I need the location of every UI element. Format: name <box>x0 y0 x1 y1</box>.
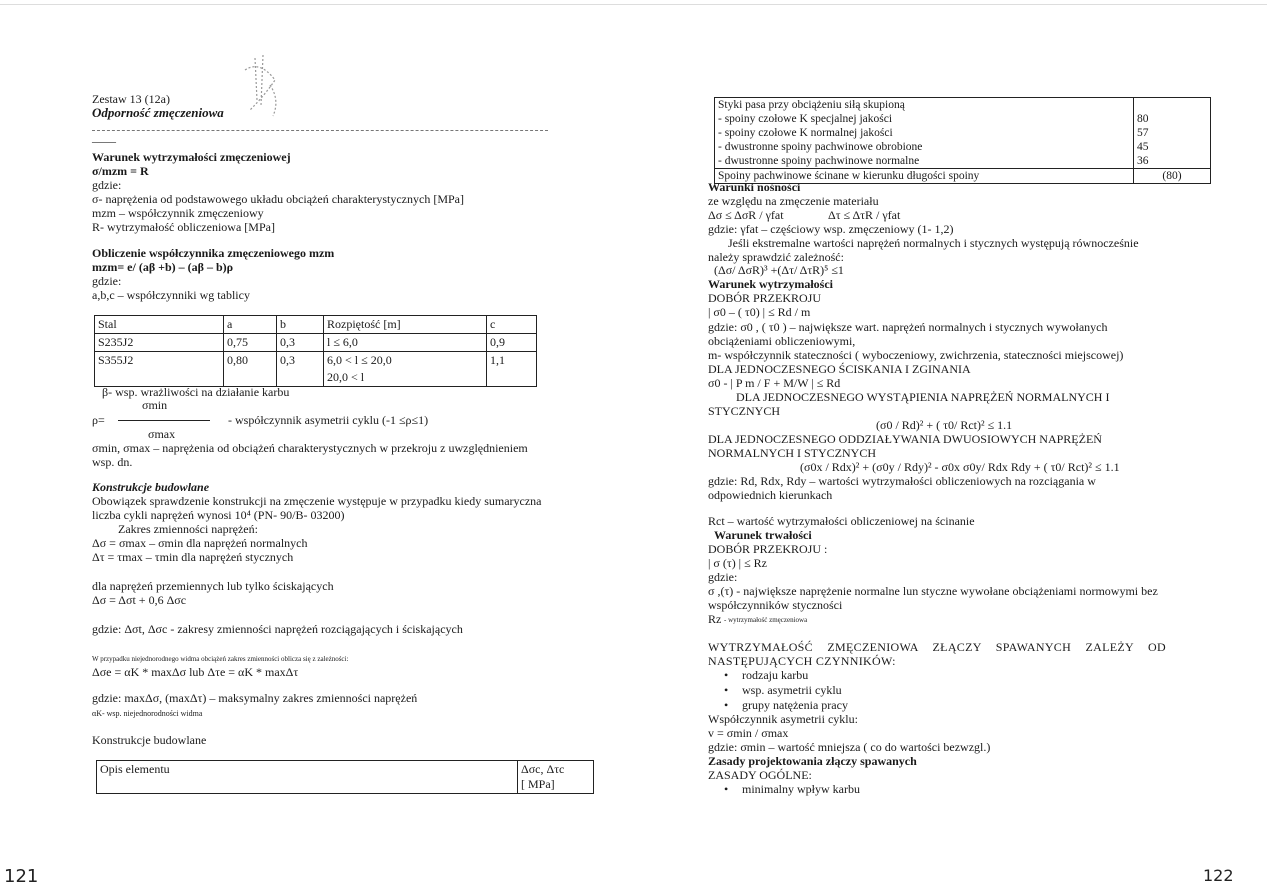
abc-def: a,b,c – współczynniki wg tablicy <box>92 288 250 302</box>
fraction-bar <box>118 420 210 421</box>
table-cell: c <box>487 316 537 334</box>
combined-formula: (Δσ/ ΔσR)³ +(Δτ/ ΔτR)⁵ ≤1 <box>714 263 844 277</box>
table-cell: 0,3 <box>277 334 324 352</box>
table-cell: 0,75 <box>224 334 277 352</box>
asym-text: Współczynnik asymetrii cyklu: <box>708 712 858 726</box>
zakres-text: Zakres zmienności naprężeń: <box>118 522 258 536</box>
przemienne-formula: Δσ = Δσt + 0,6 Δσc <box>92 593 187 607</box>
table-cell: Rozpiętość [m] <box>324 316 487 334</box>
table-cell: 6,0 < l ≤ 20,0 <box>324 352 487 370</box>
wytrz-title: Warunek wytrzymałości <box>708 277 833 291</box>
cond-sigma: Δσ ≤ ΔσR / γfat <box>708 208 784 222</box>
gdzie-2: gdzie: <box>92 274 122 288</box>
stamp-scribble <box>215 50 295 125</box>
table-row <box>95 352 537 370</box>
scisk-formula: σ0 - | P m / F + M/W | ≤ Rd <box>708 376 841 390</box>
gdzie-zakresy: gdzie: Δσt, Δσc - zakresy zmienności naprężeń rozciągających i ściskających <box>92 622 463 636</box>
cond-tau: Δτ ≤ ΔτR / γfat <box>828 208 901 222</box>
factor-text: • rodzaju karbu <box>742 668 808 682</box>
rz-label: Rz <box>708 612 722 626</box>
table-cell: 0,80 <box>224 352 277 387</box>
gdzie-r: gdzie: Rd, Rdx, Rdy – wartości wytrzymałości obliczeniowych na rozciągania w odpowiednich kierunkach <box>708 474 1096 502</box>
welds-table <box>714 97 1211 184</box>
dash: —— <box>92 134 116 148</box>
header-series: Zestaw 13 (12a) <box>92 92 170 106</box>
table-row <box>715 140 1211 154</box>
zasady-ogolne: ZASADY OGÓLNE: <box>708 768 812 782</box>
gdzie-max: gdzie: maxΔσ, (maxΔτ) – maksymalny zakres zmienności naprężeń <box>92 691 418 705</box>
table-cell: Styki pasa przy obciążeniu siłą skupioną <box>715 98 1134 113</box>
mzm-def: mzm – współczynnik zmęczeniowy <box>92 206 264 220</box>
ze-wzgledu: ze względu na zmęczenie materiału <box>708 194 879 208</box>
przemienne-text: dla naprężeń przemiennych lub tylko ściskających <box>92 579 334 593</box>
table-cell: S355J2 <box>95 352 224 387</box>
coeff-table <box>94 315 537 387</box>
dwuosiowe-formula: (σ0x / Rdx)² + (σ0y / Rdy)² - σ0x σ0y/ Rdx Rdy + ( τ0/ Rct)² ≤ 1.1 <box>800 460 1120 474</box>
table-cell <box>518 761 594 794</box>
table-cell: a <box>224 316 277 334</box>
table-cell: l ≤ 6,0 <box>324 334 487 352</box>
table-cell: - dwustronne spoiny pachwinowe obrobione <box>715 140 1134 154</box>
jesli-text: Jeśli ekstremalne wartości naprężeń normalnych i stycznych występują równocześnie należy sprawdzić zależność: <box>708 236 1139 264</box>
scisk-title: DLA JEDNOCZESNEGO ŚCISKANIA I ZGINANIA <box>708 362 971 376</box>
wystap-formula: (σ0 / Rd)² + ( τ0/ Rct)² ≤ 1.1 <box>876 418 1013 432</box>
rho-denominator: σmax <box>148 427 176 441</box>
table-row <box>715 126 1211 140</box>
table-cell-line: [ MPa] <box>521 777 555 791</box>
table-cell: Opis elementu <box>97 761 518 794</box>
table-row <box>95 334 537 352</box>
table-cell: 57 <box>1134 126 1211 140</box>
table-cell: - dwustronne spoiny pachwinowe normalne <box>715 154 1134 169</box>
table-cell: (80) <box>1134 169 1211 184</box>
factor-item <box>742 698 848 712</box>
table-cell: Spoiny pachwinowe ścinane w kierunku długości spoiny <box>715 169 1134 184</box>
table-cell: 1,1 <box>487 352 537 387</box>
table-cell: - spoiny czołowe K specjalnej jakości <box>715 112 1134 126</box>
trwalosci-title: Warunek trwałości <box>714 528 812 542</box>
rho-label: ρ= <box>92 413 105 427</box>
table-cell: 45 <box>1134 140 1211 154</box>
rho-numerator: σmin <box>142 398 168 412</box>
header-rule <box>92 130 548 131</box>
wytrz-zl-title: WYTRZYMAŁOŚĆ ZMĘCZENIOWA ZŁĄCZY SPAWANYCH ZALEŻY OD NASTĘPUJĄCYCH CZYNNIKÓW: <box>708 640 1166 668</box>
oblicz-title: Obliczenie współczynnika zmęczeniowego mzm <box>92 246 335 260</box>
factor-item <box>742 668 808 682</box>
table-row <box>715 112 1211 126</box>
alpha-note: αK- wsp. niejednorodności widma <box>92 709 203 718</box>
gdzie-s0: gdzie: σ0 , ( τ0 ) – największe wart. naprężeń normalnych i stycznych wywołanych obciążeniami obliczeniowymi, <box>708 320 1108 348</box>
delta-sigma-formula: Δσ = σmax – σmin dla naprężeń normalnych <box>92 536 308 550</box>
beta-def: β- wsp. wrażliwości na działanie karbu <box>102 385 290 399</box>
zasady-title: Zasady projektowania złączy spawanych <box>708 754 917 768</box>
gdzie-1: gdzie: <box>92 178 122 192</box>
table-cell: 0,9 <box>487 334 537 352</box>
factor-item <box>742 683 842 697</box>
dwuosiowe-title: DLA JEDNOCZESNEGO ODDZIAŁYWANIA DWUOSIOWYCH NAPRĘŻEŃ NORMALNYCH I STYCZNYCH <box>708 432 1102 460</box>
warunek-title: Warunek wytrzymałości zmęczeniowej <box>92 150 291 164</box>
rho-def: - współczynnik asymetrii cyklu (-1 ≤ρ≤1) <box>228 413 429 427</box>
table-row <box>97 761 594 794</box>
asym-formula: v = σmin / σmax <box>708 726 789 740</box>
dobor-1: DOBÓR PRZEKROJU <box>708 291 822 305</box>
nosnosci-title: Warunki nośności <box>708 180 801 194</box>
table-header-row <box>95 316 537 334</box>
sminmax-def: σmin, σmax – naprężenia od obciążeń charakterystycznych w przekroju z uwzględnieniem wsp. dn. <box>92 441 528 469</box>
table-cell: 80 <box>1134 112 1211 126</box>
table-cell: - spoiny czołowe K normalnej jakości <box>715 126 1134 140</box>
sigma-def: σ- naprężenia od podstawowego układu obciążeń charakterystycznych [MPa] <box>92 192 464 206</box>
zasady-text: • minimalny wpływ karbu <box>742 782 860 796</box>
m-def: m- współczynnik stateczności ( wyboczeniowy, zwichrzenia, stateczności miejscowej) <box>708 348 1124 362</box>
rct-def: Rct – wartość wytrzymałości obliczeniowej na ścinanie <box>708 514 975 528</box>
header-title: Odporność zmęczeniowa <box>92 105 224 120</box>
table-cell: 0,3 <box>277 352 324 387</box>
table-cell: S235J2 <box>95 334 224 352</box>
table-row <box>715 154 1211 169</box>
trwalosci-formula: | σ (τ) | ≤ Rz <box>708 556 768 570</box>
factor-text: • grupy natężenia pracy <box>742 698 848 712</box>
rz-tiny: - wytrzymałość zmęczeniowa <box>724 616 808 624</box>
zasady-item <box>742 782 860 796</box>
table-row <box>715 98 1211 113</box>
warunek-formula: σ/mzm = R <box>92 164 149 178</box>
oblicz-formula: mzm= e/ (aβ +b) – (aβ – b)ρ <box>92 260 234 274</box>
table-cell-line: Δσc, Δτc <box>521 762 565 776</box>
element-table <box>96 760 594 794</box>
gdzie-min: gdzie: σmin – wartość mniejsza ( co do wartości bezwzgl.) <box>708 740 991 754</box>
delta-tau-formula: Δτ = τmax – τmin dla naprężeń stycznych <box>92 550 294 564</box>
tiny-note: W przypadku niejednorodnego widma obciążeń zakres zmienności oblicza się z zależności: <box>92 655 349 663</box>
konstrukcje-2: Konstrukcje budowlane <box>92 733 207 747</box>
equiv-formula: Δσe = αK * maxΔσ lub Δτe = αK * maxΔτ <box>92 665 299 679</box>
page-number-left: 121 <box>4 866 39 887</box>
table-cell <box>1134 98 1211 113</box>
gdzie-3: gdzie: <box>708 570 738 584</box>
r-def: R- wytrzymałość obliczeniowa [MPa] <box>92 220 275 234</box>
table-cell: Stal <box>95 316 224 334</box>
sigma-max-def: σ ,(τ) - największe naprężenie normalne lun styczne wywołane obciążeniami normowymi bez współczynników styczności <box>708 584 1158 612</box>
dobor-2: DOBÓR PRZEKROJU : <box>708 542 828 556</box>
konstrukcje-title: Konstrukcje budowlane <box>92 480 210 494</box>
table-cell: 20,0 < l <box>324 369 487 387</box>
scan-edge <box>0 4 1267 5</box>
table-cell: b <box>277 316 324 334</box>
obowiazek-text: Obowiązek sprawdzenie konstrukcji na zmęczenie występuje w przypadku kiedy sumaryczna liczba cykli naprężeń wynosi 10⁴ (PN- 90/B- 03200) <box>92 494 542 522</box>
factor-text: • wsp. asymetrii cyklu <box>742 683 842 697</box>
gamma-def: gdzie: γfat – częściowy wsp. zmęczeniowy (1- 1,2) <box>708 222 954 236</box>
table-cell: 36 <box>1134 154 1211 169</box>
page-number-right: 122 <box>1203 866 1234 885</box>
dobor-formula: | σ0 – ( τ0) | ≤ Rd / m <box>708 305 811 319</box>
wystap-title: DLA JEDNOCZESNEGO WYSTĄPIENIA NAPRĘŻEŃ NORMALNYCH I STYCZNYCH <box>708 390 1110 418</box>
